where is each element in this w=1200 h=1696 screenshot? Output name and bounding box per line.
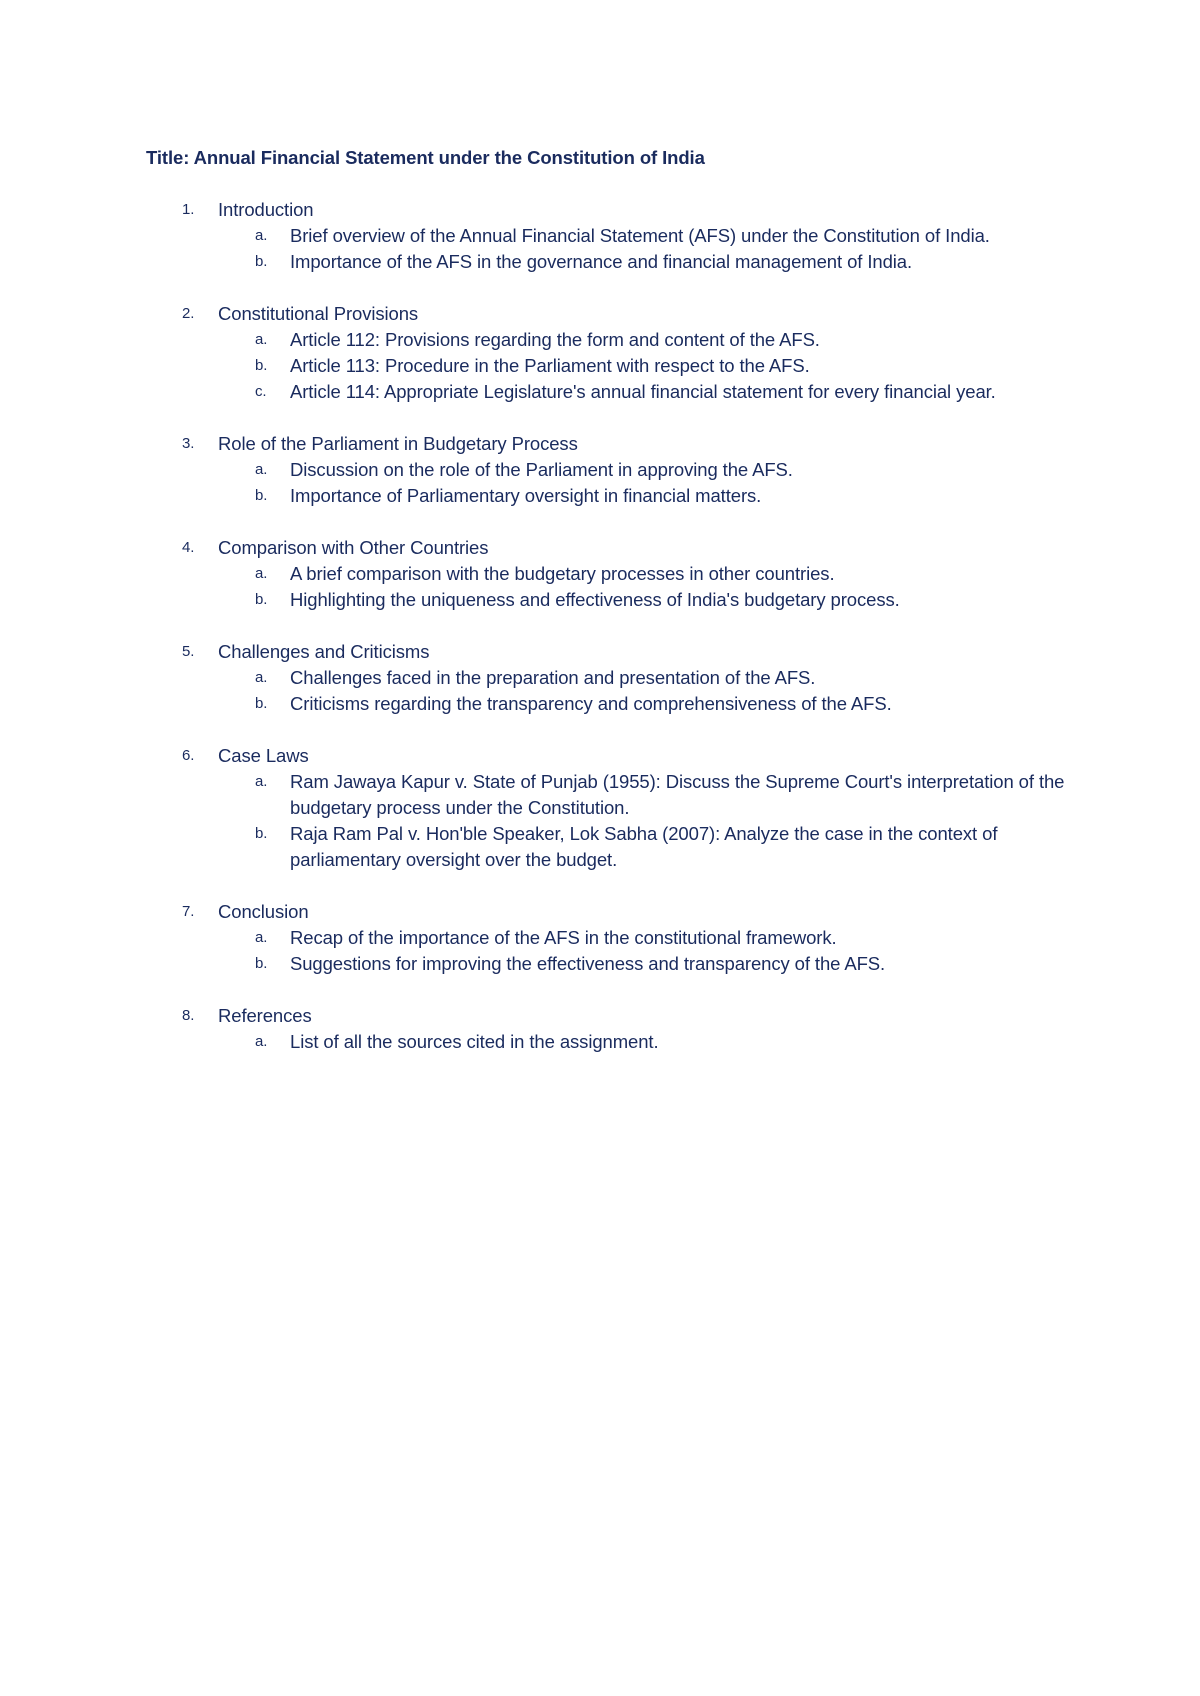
section-title: Introduction bbox=[218, 199, 314, 220]
outline-section bbox=[146, 1003, 1066, 1055]
sub-list bbox=[218, 561, 1066, 613]
sub-item bbox=[218, 665, 1066, 691]
sub-item-letter: b. bbox=[255, 357, 268, 374]
section-title: Challenges and Criticisms bbox=[218, 641, 430, 662]
outline-section bbox=[146, 899, 1066, 977]
sub-item-text: Raja Ram Pal v. Hon'ble Speaker, Lok Sabha (2007): Analyze the case in the context of parliamentary oversight over the budget. bbox=[290, 823, 998, 870]
sub-list bbox=[218, 327, 1066, 405]
sub-item-text: Article 113: Procedure in the Parliament with respect to the AFS. bbox=[290, 355, 810, 376]
section-title: Conclusion bbox=[218, 901, 309, 922]
outline-list bbox=[146, 197, 1066, 1081]
sub-item-text: Article 114: Appropriate Legislature's annual financial statement for every financial year. bbox=[290, 381, 996, 402]
sub-item-letter: a. bbox=[255, 227, 268, 244]
sub-item-text: Highlighting the uniqueness and effectiveness of India's budgetary process. bbox=[290, 589, 900, 610]
sub-item-text: Challenges faced in the preparation and presentation of the AFS. bbox=[290, 667, 816, 688]
sub-item-letter: b. bbox=[255, 955, 268, 972]
sub-item-text: Importance of Parliamentary oversight in financial matters. bbox=[290, 485, 762, 506]
sub-item-letter: a. bbox=[255, 669, 268, 686]
sub-item bbox=[218, 379, 1066, 405]
section-title: Comparison with Other Countries bbox=[218, 537, 489, 558]
sub-item-letter: c. bbox=[255, 383, 267, 400]
sub-item-text: A brief comparison with the budgetary processes in other countries. bbox=[290, 563, 835, 584]
sub-item-letter: b. bbox=[255, 487, 268, 504]
sub-item bbox=[218, 769, 1066, 821]
outline-section bbox=[146, 639, 1066, 717]
sub-list bbox=[218, 223, 1066, 275]
document-title: Title: Annual Financial Statement under the Constitution of India bbox=[146, 147, 705, 168]
sub-list bbox=[218, 1029, 1066, 1055]
sub-item-letter: a. bbox=[255, 929, 268, 946]
sub-item-text: Importance of the AFS in the governance and financial management of India. bbox=[290, 251, 912, 272]
sub-item-letter: b. bbox=[255, 591, 268, 608]
section-title: Case Laws bbox=[218, 745, 309, 766]
sub-list bbox=[218, 457, 1066, 509]
sub-item-letter: b. bbox=[255, 253, 268, 270]
sub-item bbox=[218, 821, 1066, 873]
sub-item bbox=[218, 587, 1066, 613]
sub-item-text: Suggestions for improving the effectiveness and transparency of the AFS. bbox=[290, 953, 886, 974]
section-number: 4. bbox=[182, 539, 195, 556]
sub-item-text: Recap of the importance of the AFS in the constitutional framework. bbox=[290, 927, 837, 948]
outline-section bbox=[146, 535, 1066, 613]
sub-item bbox=[218, 925, 1066, 951]
sub-item bbox=[218, 249, 1066, 275]
sub-item-letter: a. bbox=[255, 1033, 268, 1050]
sub-item-text: Article 112: Provisions regarding the form and content of the AFS. bbox=[290, 329, 820, 350]
sub-item bbox=[218, 353, 1066, 379]
sub-item-text: Criticisms regarding the transparency and comprehensiveness of the AFS. bbox=[290, 693, 892, 714]
section-number: 6. bbox=[182, 747, 195, 764]
sub-item-text: List of all the sources cited in the assignment. bbox=[290, 1031, 659, 1052]
sub-item-letter: a. bbox=[255, 565, 268, 582]
section-number: 2. bbox=[182, 305, 195, 322]
sub-item bbox=[218, 1029, 1066, 1055]
sub-item-letter: b. bbox=[255, 695, 268, 712]
sub-item bbox=[218, 223, 1066, 249]
sub-item bbox=[218, 457, 1066, 483]
sub-item bbox=[218, 951, 1066, 977]
sub-item-text: Ram Jawaya Kapur v. State of Punjab (1955): Discuss the Supreme Court's interpretation of the budgetary process under the Constitution. bbox=[290, 771, 1065, 818]
sub-item-letter: a. bbox=[255, 331, 268, 348]
section-title: Constitutional Provisions bbox=[218, 303, 419, 324]
section-number: 3. bbox=[182, 435, 195, 452]
section-title: References bbox=[218, 1005, 312, 1026]
sub-item bbox=[218, 483, 1066, 509]
outline-section bbox=[146, 743, 1066, 873]
sub-list bbox=[218, 665, 1066, 717]
sub-list bbox=[218, 769, 1066, 873]
sub-item bbox=[218, 691, 1066, 717]
section-number: 7. bbox=[182, 903, 195, 920]
sub-item-text: Brief overview of the Annual Financial Statement (AFS) under the Constitution of India. bbox=[290, 225, 990, 246]
outline-section bbox=[146, 301, 1066, 405]
sub-item bbox=[218, 561, 1066, 587]
sub-item-letter: b. bbox=[255, 825, 268, 842]
section-title: Role of the Parliament in Budgetary Process bbox=[218, 433, 578, 454]
outline-section bbox=[146, 197, 1066, 275]
sub-item-letter: a. bbox=[255, 461, 268, 478]
outline-section bbox=[146, 431, 1066, 509]
sub-item bbox=[218, 327, 1066, 353]
sub-item-text: Discussion on the role of the Parliament in approving the AFS. bbox=[290, 459, 793, 480]
sub-list bbox=[218, 925, 1066, 977]
sub-item-letter: a. bbox=[255, 773, 268, 790]
section-number: 8. bbox=[182, 1007, 195, 1024]
section-number: 1. bbox=[182, 201, 195, 218]
section-number: 5. bbox=[182, 643, 195, 660]
